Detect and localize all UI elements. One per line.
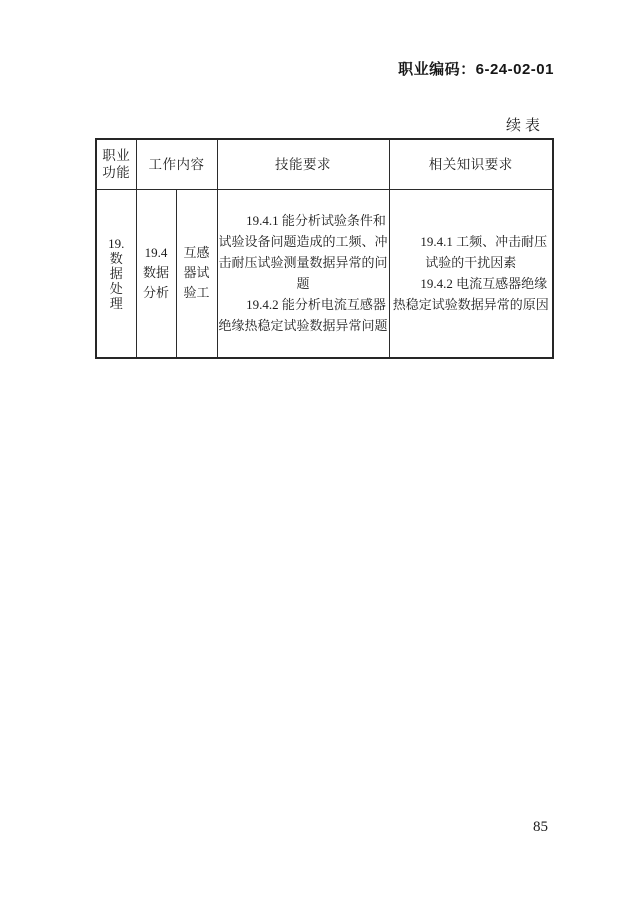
function-name: 数据处理 [109, 250, 123, 311]
header-knowledge-requirements: 相关知识要求 [389, 139, 553, 189]
cell-occupational-function [96, 189, 136, 358]
header-occupational-function: 职业功能 [96, 139, 136, 189]
task-number: 19.4 [144, 245, 168, 261]
cell-knowledge-requirements [389, 189, 553, 358]
skill-item: 19.4.1 能分析试验条件和试验设备问题造成的工频、冲击耐压试验测量数据异常的问题 [218, 213, 388, 292]
task-name: 数据分析 [142, 265, 169, 301]
cell-skill-requirements [217, 189, 389, 358]
occupation-name: 互感器试验工 [183, 245, 210, 301]
continued-table-label: 续表 [505, 118, 544, 134]
page-number: 85 [533, 819, 548, 835]
table-body-row [96, 189, 553, 358]
skill-item: 19.4.2 能分析电流互感器绝缘热稳定试验数据异常问题 [218, 297, 388, 334]
cell-occupation-name [176, 189, 217, 358]
header-work-content: 工作内容 [136, 139, 217, 189]
requirements-table [95, 138, 554, 359]
header-skill-requirements: 技能要求 [217, 139, 389, 189]
knowledge-item: 19.4.2 电流互感器绝缘热稳定试验数据异常的原因 [392, 276, 549, 313]
table-header-row [96, 139, 553, 189]
cell-work-content [136, 189, 176, 358]
function-number: 19. [108, 235, 125, 251]
occupation-code-label: 职业编码：6-24-02-01 [398, 61, 554, 78]
knowledge-item: 19.4.1 工频、冲击耐压试验的干扰因素 [420, 234, 548, 271]
